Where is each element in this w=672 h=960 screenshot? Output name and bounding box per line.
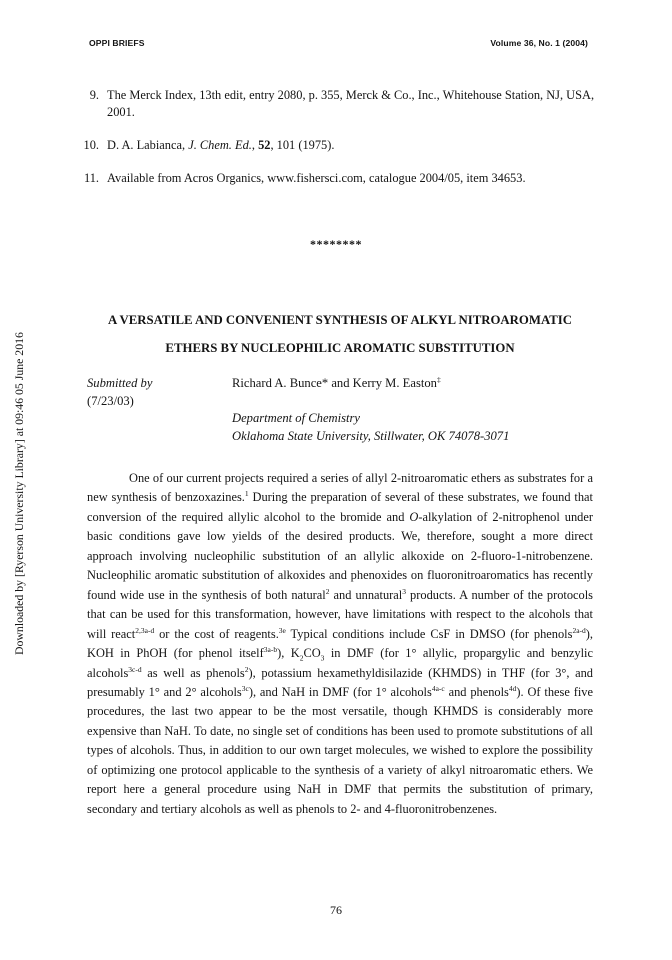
- volume-info: Volume 36, No. 1 (2004): [490, 38, 588, 48]
- authors-text: Richard A. Bunce* and Kerry M. Easton: [232, 376, 437, 390]
- reference-number: 9.: [89, 88, 99, 102]
- reference-pages: , 101 (1975).: [270, 138, 335, 152]
- reference-item: [76, 87, 596, 121]
- reference-authors: D. A. Labianca,: [107, 138, 189, 152]
- reference-item: [76, 170, 596, 187]
- article-title: [60, 306, 620, 362]
- submitted-by-label: Submitted by: [87, 376, 153, 390]
- reference-journal: J. Chem. Ed.: [188, 138, 252, 152]
- journal-section: OPPI BRIEFS: [89, 38, 145, 48]
- department: Department of Chemistry: [232, 411, 361, 425]
- title-line-2: ETHERS BY NUCLEOPHILIC AROMATIC SUBSTITUTION: [165, 341, 515, 355]
- institution: Oklahoma State University, Stillwater, OK 74078-3071: [232, 429, 510, 443]
- reference-list: [76, 87, 596, 203]
- reference-number: 11.: [83, 171, 99, 185]
- page-number: 76: [330, 903, 342, 917]
- running-header: [89, 38, 588, 48]
- reference-number: 10.: [83, 138, 99, 152]
- section-separator: ********: [310, 237, 362, 251]
- reference-item: [76, 137, 596, 154]
- reference-text: Available from Acros Organics, www.fishersci.com, catalogue 2004/05, item 34653.: [107, 171, 526, 185]
- download-watermark: Downloaded by [Ryerson University Library] at 09:46 05 June 2016: [12, 332, 26, 655]
- body-paragraph: One of our current projects required a series of allyl 2-nitroaromatic ethers as substrates for a new synthesis of benzoxazines.$^1$ During the preparation of several of these substrates, we found that conversion of the required allylic alcohol to the bromide and O-alkylation of 2-nitrophenol under basic conditions gave low yields of the desired products. We, therefore, sought a more direct approach involving nucleophilic substitution of an allylic alkoxide on 2-fluoro-1-nitrobenzene. Nucleophilic aromatic substitution of alkoxides and phenoxides on fluoronitroaromatics has recently found wide use in the synthesis of both natural$^2$ and unnatural$^3$ products. A number of the protocols that can be used for this transformation, however, have limitations with respect to the alcohols that will react$^{2,3a-d}$ or the cost of reagents.$^{3e}$ Typical conditions include CsF in DMSO (for phenols$^{2a-d}$), KOH in PhOH (for phenol itself$^{3a-b}$), $K_2CO_3$ in DMF (for 1° allylic, propargylic and benzylic alcohols$^{3c-d}$ as well as phenols$^2$), potassium hexamethyldisilazide (KHMDS) in THF (for 3°, and presumably 1° and 2° alcohols$^{3c}$), and NaH in DMF (for 1° alcohols$^{4a-c}$ and phenols$^{4d}$). Of these five procedures, the last two appear to be the most versatile, though KHMDS is considerably more expensive than NaH. To date, no single set of conditions has been used to promote substitutions of all types of alcohols. Thus, in addition to our own target molecules, we wished to explore the possibility of optimizing one protocol applicable to the synthesis of a variety of alkyl nitroaromatic ethers. We report here a general procedure using NaH in DMF that permits the substitution of primary, secondary and tertiary alcohols as well as phenols to 2- and 4-fluoronitrobenzenes.: [87, 471, 593, 816]
- reference-separator: ,: [251, 138, 259, 152]
- title-line-1: A VERSATILE AND CONVENIENT SYNTHESIS OF ALKYL NITROAROMATIC: [108, 313, 572, 327]
- submission-date: (7/23/03): [87, 394, 134, 408]
- reference-text: [107, 137, 596, 154]
- author-names: [232, 375, 441, 392]
- reference-volume: 52: [258, 138, 271, 152]
- author-footnote-mark: ‡: [436, 374, 441, 384]
- reference-text: The Merck Index, 13th edit, entry 2080, p. 355, Merck & Co., Inc., Whitehouse Station, NJ, USA, 2001.: [107, 88, 595, 119]
